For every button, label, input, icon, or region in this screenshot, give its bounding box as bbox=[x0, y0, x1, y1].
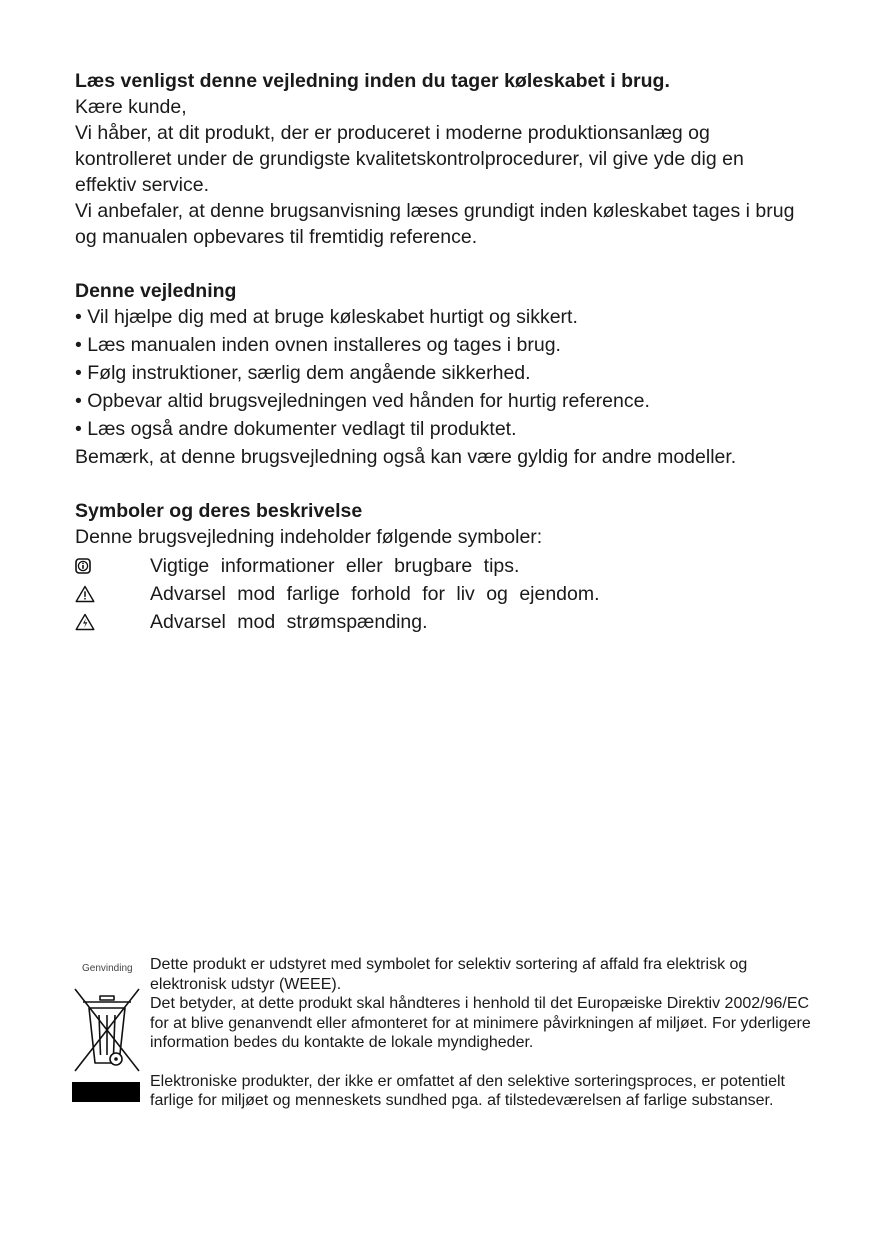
symbol-row-info bbox=[75, 552, 805, 580]
list-item: • Vil hjælpe dig med at bruge køleskabet hurtigt og sikkert. bbox=[75, 306, 578, 328]
list-item: • Følg instruktioner, særlig dem angående sikkerhed. bbox=[75, 362, 531, 384]
intro-paragraph-1: Vi håber, at dit produkt, der er produceret i moderne produktionsanlæg og kontrolleret under de grundigste kvalitetskontrolprocedurer, vil give yde dig en effektiv service. bbox=[75, 122, 744, 196]
recycling-paragraph-2: Det betyder, at dette produkt skal håndteres i henhold til det Europæiske Direktiv 2002/96/EC for at blive genanvendt eller afmonteret for at minimere påvirkningen af miljøet. For yderligere information bedes du kontakte de lokale myndigheder. bbox=[150, 995, 811, 1051]
weee-black-bar bbox=[72, 1082, 140, 1102]
recycling-paragraph-1: Dette produkt er udstyret med symbolet for selektiv sortering af affald fra elektrisk og elektronisk udstyr (WEEE). bbox=[150, 956, 748, 993]
intro-paragraph-2: Vi anbefaler, at denne brugsanvisning læses grundigt inden køleskabet tages i brug og manualen opbevares til fremtidig reference. bbox=[75, 200, 795, 248]
info-icon bbox=[75, 558, 150, 574]
recycling-text bbox=[150, 955, 815, 1111]
guide-heading: Denne vejledning bbox=[75, 280, 237, 302]
main-content bbox=[75, 68, 805, 636]
intro-title: Læs venligst denne vejledning inden du tager køleskabet i brug. bbox=[75, 70, 670, 92]
crossed-out-bin-icon bbox=[72, 985, 142, 1082]
voltage-warning-icon bbox=[75, 613, 150, 631]
recycling-caption: Genvinding bbox=[82, 963, 133, 974]
list-item: • Opbevar altid brugsvejledningen ved hånden for hurtig reference. bbox=[75, 390, 650, 412]
list-item: • Læs manualen inden ovnen installeres og tages i brug. bbox=[75, 334, 561, 356]
symbols-intro: Denne brugsvejledning indeholder følgende symboler: bbox=[75, 526, 543, 548]
symbol-description: Vigtige informationer eller brugbare tips. bbox=[150, 555, 520, 577]
greeting: Kære kunde, bbox=[75, 96, 187, 118]
symbols-heading: Symboler og deres beskrivelse bbox=[75, 500, 363, 522]
symbol-description: Advarsel mod strømspænding. bbox=[150, 611, 428, 633]
symbol-row-warning bbox=[75, 580, 805, 608]
symbol-row-voltage bbox=[75, 608, 805, 636]
recycling-paragraph-3: Elektroniske produkter, der ikke er omfattet af den selektive sorteringsproces, er potentielt farlige for miljøet og menneskets sundhed pga. af tilstedeværelsen af farlige substanser. bbox=[150, 1072, 785, 1109]
warning-icon bbox=[75, 585, 150, 603]
guide-bullet-list bbox=[75, 304, 805, 442]
symbol-description: Advarsel mod farlige forhold for liv og ejendom. bbox=[150, 583, 600, 605]
list-item: • Læs også andre dokumenter vedlagt til produktet. bbox=[75, 418, 517, 440]
guide-note: Bemærk, at denne brugsvejledning også kan være gyldig for andre modeller. bbox=[75, 446, 737, 468]
